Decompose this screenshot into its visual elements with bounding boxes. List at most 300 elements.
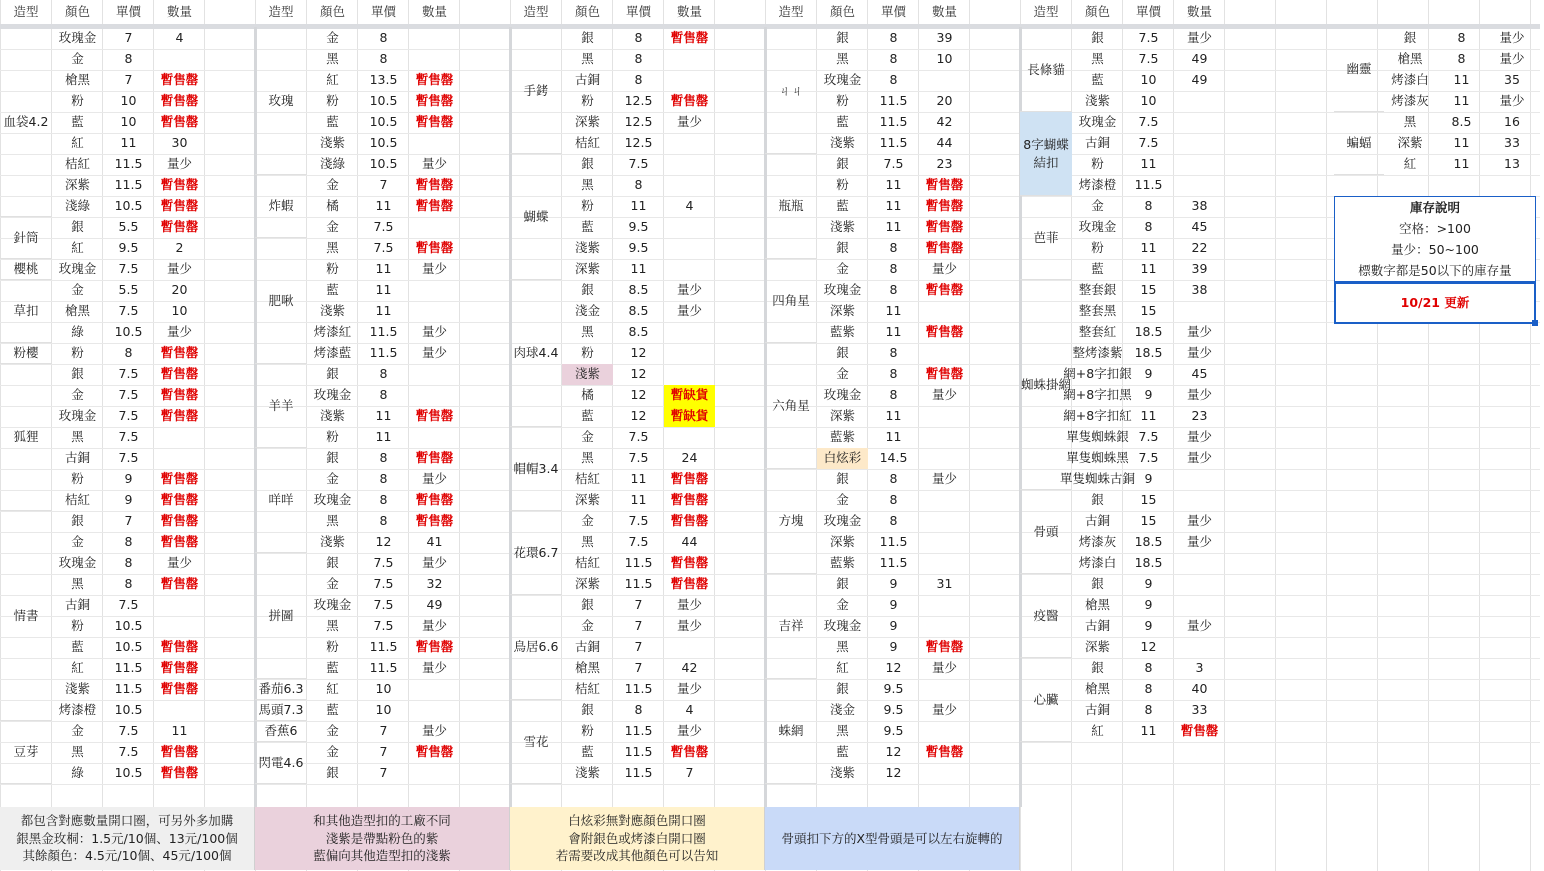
- price-cell[interactable]: 8.5: [1451, 114, 1472, 130]
- style-name-cell[interactable]: 花環6.7: [510, 511, 562, 595]
- style-name-cell[interactable]: 櫻桃: [0, 259, 52, 280]
- style-name-cell[interactable]: 長條貓: [1020, 28, 1072, 112]
- color-cell[interactable]: 銀: [326, 450, 339, 466]
- color-cell[interactable]: 金: [71, 282, 84, 298]
- column-header[interactable]: 顏色: [64, 3, 90, 19]
- price-cell[interactable]: 9: [1144, 576, 1153, 592]
- color-cell[interactable]: 深紫: [574, 492, 600, 508]
- price-cell[interactable]: 7.5: [373, 555, 394, 571]
- color-cell[interactable]: 藍: [1091, 261, 1104, 277]
- price-cell[interactable]: 10.5: [114, 639, 143, 655]
- qty-cell[interactable]: 暫售罄: [925, 198, 964, 214]
- price-cell[interactable]: 9: [124, 471, 133, 487]
- color-cell[interactable]: 淺紫: [574, 240, 600, 256]
- color-cell[interactable]: 金: [326, 744, 339, 760]
- column-header[interactable]: 數量: [421, 3, 447, 19]
- qty-cell[interactable]: 2: [175, 240, 184, 256]
- qty-cell[interactable]: 量少: [1186, 450, 1212, 466]
- qty-cell[interactable]: 暫售罄: [670, 513, 709, 529]
- qty-cell[interactable]: 35: [1504, 72, 1520, 88]
- qty-cell[interactable]: 量少: [421, 156, 447, 172]
- color-cell[interactable]: 古銅: [1084, 135, 1110, 151]
- price-cell[interactable]: 8: [889, 471, 898, 487]
- color-cell[interactable]: 淺紫: [829, 765, 855, 781]
- price-cell[interactable]: 7: [634, 618, 643, 634]
- column-header[interactable]: 造型: [1033, 3, 1059, 19]
- color-cell[interactable]: 槍黑: [1397, 51, 1423, 67]
- color-cell[interactable]: 銀: [1091, 492, 1104, 508]
- price-cell[interactable]: 8.5: [628, 324, 649, 340]
- price-cell[interactable]: 10.5: [114, 702, 143, 718]
- qty-cell[interactable]: 量少: [1499, 93, 1525, 109]
- color-cell[interactable]: 烤漆白: [1391, 72, 1429, 88]
- price-cell[interactable]: 12: [630, 366, 647, 382]
- qty-cell[interactable]: [154, 49, 205, 70]
- style-name-cell[interactable]: 心臟: [1020, 658, 1072, 742]
- qty-cell[interactable]: 暫售罄: [1180, 723, 1219, 739]
- color-cell[interactable]: 銀: [836, 240, 849, 256]
- qty-cell[interactable]: [919, 427, 970, 448]
- qty-cell[interactable]: [154, 616, 205, 637]
- qty-cell[interactable]: 38: [1191, 198, 1208, 214]
- price-cell[interactable]: 7.5: [1138, 51, 1159, 67]
- qty-cell[interactable]: [1174, 574, 1225, 595]
- price-cell[interactable]: 11.5: [114, 681, 143, 697]
- qty-cell[interactable]: 暫售罄: [160, 681, 199, 697]
- price-cell[interactable]: 8.5: [628, 303, 649, 319]
- price-cell[interactable]: 8: [1144, 681, 1153, 697]
- color-cell[interactable]: 藍: [326, 114, 339, 130]
- price-cell[interactable]: 8: [889, 513, 898, 529]
- color-cell[interactable]: 烤漆紅: [313, 324, 352, 340]
- qty-cell[interactable]: 暫售罄: [160, 471, 199, 487]
- price-cell[interactable]: 8: [124, 51, 133, 67]
- price-cell[interactable]: 9.5: [883, 702, 904, 718]
- color-cell[interactable]: 藍: [581, 219, 594, 235]
- price-cell[interactable]: 7.5: [883, 156, 904, 172]
- color-cell[interactable]: 桔紅: [574, 471, 600, 487]
- qty-cell[interactable]: 10: [936, 51, 953, 67]
- style-name-cell[interactable]: 手銬: [510, 28, 562, 154]
- price-cell[interactable]: 7.5: [373, 618, 394, 634]
- qty-cell[interactable]: 量少: [676, 681, 702, 697]
- price-cell[interactable]: 8: [889, 387, 898, 403]
- color-cell[interactable]: 整套黑: [1078, 303, 1117, 319]
- style-name-cell[interactable]: 蝙蝠: [1334, 112, 1384, 175]
- color-cell[interactable]: 古銅: [574, 72, 600, 88]
- color-cell[interactable]: 白炫彩: [817, 448, 868, 469]
- color-cell[interactable]: 烤漆橙: [1078, 177, 1117, 193]
- color-cell[interactable]: 藍: [836, 744, 849, 760]
- qty-cell[interactable]: 暫售罄: [160, 366, 199, 382]
- price-cell[interactable]: 11.5: [369, 660, 398, 676]
- color-cell[interactable]: 整套紅: [1078, 324, 1117, 340]
- color-cell[interactable]: 銀: [326, 765, 339, 781]
- price-cell[interactable]: 7.5: [628, 429, 649, 445]
- qty-cell[interactable]: [664, 238, 715, 259]
- color-cell[interactable]: 黑: [581, 534, 594, 550]
- price-cell[interactable]: 8: [1144, 198, 1153, 214]
- qty-cell[interactable]: [1174, 469, 1225, 490]
- color-cell[interactable]: 黑: [836, 51, 849, 67]
- qty-cell[interactable]: 量少: [421, 723, 447, 739]
- qty-cell[interactable]: 暫售罄: [415, 513, 454, 529]
- price-cell[interactable]: 8: [124, 534, 133, 550]
- qty-cell[interactable]: 45: [1191, 219, 1208, 235]
- qty-cell[interactable]: 暫售罄: [925, 282, 964, 298]
- color-cell[interactable]: 深紫: [1397, 135, 1423, 151]
- color-cell[interactable]: 黑: [326, 618, 339, 634]
- qty-cell[interactable]: 16: [1504, 114, 1520, 130]
- qty-cell[interactable]: [919, 595, 970, 616]
- qty-cell[interactable]: [1174, 490, 1225, 511]
- price-cell[interactable]: 12: [630, 387, 647, 403]
- qty-cell[interactable]: 暫售罄: [160, 219, 199, 235]
- qty-cell[interactable]: 49: [1191, 72, 1208, 88]
- qty-cell[interactable]: 暫售罄: [925, 639, 964, 655]
- qty-cell[interactable]: [409, 217, 460, 238]
- style-name-cell[interactable]: 肉球4.4: [510, 280, 562, 427]
- color-cell[interactable]: 玫瑰金: [58, 408, 97, 424]
- color-cell[interactable]: 黑: [581, 177, 594, 193]
- qty-cell[interactable]: 20: [171, 282, 188, 298]
- column-header[interactable]: 造型: [778, 3, 804, 19]
- qty-cell[interactable]: 暫售罄: [160, 576, 199, 592]
- color-cell[interactable]: 淺綠: [64, 198, 90, 214]
- color-cell[interactable]: 玫瑰金: [823, 618, 862, 634]
- color-cell[interactable]: 槍黑: [1084, 597, 1110, 613]
- color-cell[interactable]: 銀: [71, 366, 84, 382]
- qty-cell[interactable]: 量少: [421, 324, 447, 340]
- qty-cell[interactable]: 量少: [931, 387, 957, 403]
- qty-cell[interactable]: [1174, 154, 1225, 175]
- price-cell[interactable]: 7.5: [118, 408, 139, 424]
- price-cell[interactable]: 12: [885, 765, 902, 781]
- qty-cell[interactable]: 42: [681, 660, 698, 676]
- price-cell[interactable]: 11.5: [624, 681, 653, 697]
- qty-cell[interactable]: 暫缺貨: [664, 406, 715, 427]
- price-cell[interactable]: 7.5: [373, 597, 394, 613]
- color-cell[interactable]: 槍黑: [574, 660, 600, 676]
- qty-cell[interactable]: 23: [936, 156, 953, 172]
- price-cell[interactable]: 10.5: [114, 765, 143, 781]
- column-header[interactable]: 數量: [166, 3, 192, 19]
- price-cell[interactable]: 11: [1140, 240, 1157, 256]
- color-cell[interactable]: 單隻蜘蛛古銅: [1060, 471, 1136, 487]
- price-cell[interactable]: 18.5: [1134, 555, 1163, 571]
- price-cell[interactable]: 7.5: [118, 261, 139, 277]
- color-cell[interactable]: 淺紫: [829, 219, 855, 235]
- qty-cell[interactable]: 暫售罄: [415, 198, 454, 214]
- column-header[interactable]: 造型: [268, 3, 294, 19]
- price-cell[interactable]: 10.5: [114, 198, 143, 214]
- price-cell[interactable]: 7: [634, 660, 643, 676]
- style-name-cell[interactable]: 閃電4.6: [255, 742, 307, 784]
- color-cell[interactable]: 古銅: [64, 597, 90, 613]
- color-cell[interactable]: 黑: [71, 429, 84, 445]
- qty-cell[interactable]: 暫售罄: [160, 513, 199, 529]
- color-cell[interactable]: 玫瑰金: [58, 30, 97, 46]
- color-cell[interactable]: 單隻蜘蛛黑: [1066, 450, 1129, 466]
- price-cell[interactable]: 8: [889, 492, 898, 508]
- qty-cell[interactable]: 暫售罄: [670, 30, 709, 46]
- color-cell[interactable]: 烤漆白: [1078, 555, 1117, 571]
- style-name-cell[interactable]: 炸蝦: [255, 175, 307, 238]
- color-cell[interactable]: 銀: [1091, 30, 1104, 46]
- color-cell[interactable]: 銀: [581, 597, 594, 613]
- color-cell[interactable]: 藍: [836, 198, 849, 214]
- style-name-cell[interactable]: 蜘蛛掛網: [1020, 280, 1072, 490]
- price-cell[interactable]: 9: [889, 597, 898, 613]
- qty-cell[interactable]: 暫售罄: [160, 534, 199, 550]
- color-cell[interactable]: 黑: [581, 51, 594, 67]
- qty-cell[interactable]: [409, 280, 460, 301]
- color-cell[interactable]: 深紫: [1084, 639, 1110, 655]
- qty-cell[interactable]: 量少: [1186, 534, 1212, 550]
- qty-cell[interactable]: 39: [1191, 261, 1208, 277]
- price-cell[interactable]: 11: [885, 303, 902, 319]
- price-cell[interactable]: 11: [375, 408, 392, 424]
- color-cell[interactable]: 淺綠: [319, 156, 345, 172]
- color-cell[interactable]: 銀: [836, 576, 849, 592]
- price-cell[interactable]: 8: [889, 240, 898, 256]
- column-header[interactable]: 造型: [523, 3, 549, 19]
- color-cell[interactable]: 粉: [1091, 156, 1104, 172]
- price-cell[interactable]: 7.5: [1138, 450, 1159, 466]
- qty-cell[interactable]: 暫售罄: [925, 744, 964, 760]
- color-cell[interactable]: 古銅: [1084, 618, 1110, 634]
- color-cell[interactable]: 粉: [326, 639, 339, 655]
- price-cell[interactable]: 8: [124, 345, 133, 361]
- qty-cell[interactable]: 暫售罄: [670, 492, 709, 508]
- style-name-cell[interactable]: 草扣: [0, 280, 52, 343]
- price-cell[interactable]: 12.5: [624, 114, 653, 130]
- price-cell[interactable]: 8: [379, 366, 388, 382]
- color-cell[interactable]: 淺紫: [64, 681, 90, 697]
- color-cell[interactable]: 金: [581, 429, 594, 445]
- style-name-cell[interactable]: 雪花: [510, 700, 562, 784]
- price-cell[interactable]: 10: [120, 93, 137, 109]
- qty-cell[interactable]: 量少: [166, 555, 192, 571]
- color-cell[interactable]: 玫瑰金: [823, 282, 862, 298]
- column-header[interactable]: 數量: [676, 3, 702, 19]
- price-cell[interactable]: 11: [1453, 93, 1470, 109]
- color-cell[interactable]: 紅: [71, 135, 84, 151]
- style-name-cell[interactable]: 鳥居6.6: [510, 595, 562, 700]
- qty-cell[interactable]: 量少: [931, 702, 957, 718]
- price-cell[interactable]: 7.5: [1138, 429, 1159, 445]
- price-cell[interactable]: 11: [120, 135, 137, 151]
- color-cell[interactable]: 粉: [326, 429, 339, 445]
- qty-cell[interactable]: 暫缺貨: [664, 385, 715, 406]
- qty-cell[interactable]: 暫售罄: [160, 177, 199, 193]
- color-cell[interactable]: 粉: [836, 177, 849, 193]
- price-cell[interactable]: 8: [889, 51, 898, 67]
- qty-cell[interactable]: 暫售罄: [670, 744, 709, 760]
- price-cell[interactable]: 7.5: [118, 744, 139, 760]
- color-cell[interactable]: 古銅: [1084, 702, 1110, 718]
- qty-cell[interactable]: [664, 133, 715, 154]
- qty-cell[interactable]: [664, 259, 715, 280]
- color-cell[interactable]: 銀: [581, 156, 594, 172]
- price-cell[interactable]: 11.5: [879, 135, 908, 151]
- color-cell[interactable]: 粉: [326, 261, 339, 277]
- qty-cell[interactable]: 量少: [421, 261, 447, 277]
- color-cell[interactable]: 粉: [71, 471, 84, 487]
- color-cell[interactable]: 桔紅: [64, 492, 90, 508]
- qty-cell[interactable]: 23: [1191, 408, 1208, 424]
- qty-cell[interactable]: 暫售罄: [160, 114, 199, 130]
- qty-cell[interactable]: [919, 406, 970, 427]
- qty-cell[interactable]: 暫售罄: [160, 639, 199, 655]
- price-cell[interactable]: 11: [630, 198, 647, 214]
- qty-cell[interactable]: [919, 511, 970, 532]
- qty-cell[interactable]: 量少: [1186, 429, 1212, 445]
- color-cell[interactable]: 深紫: [574, 576, 600, 592]
- qty-cell[interactable]: 量少: [676, 597, 702, 613]
- price-cell[interactable]: 11.5: [114, 156, 143, 172]
- price-cell[interactable]: 11: [885, 177, 902, 193]
- column-header[interactable]: 數量: [1186, 3, 1212, 19]
- color-cell[interactable]: 桔紅: [574, 555, 600, 571]
- qty-cell[interactable]: 暫售罄: [925, 324, 964, 340]
- qty-cell[interactable]: 44: [681, 534, 698, 550]
- price-cell[interactable]: 8: [379, 513, 388, 529]
- qty-cell[interactable]: 暫售罄: [415, 639, 454, 655]
- qty-cell[interactable]: [664, 427, 715, 448]
- color-cell[interactable]: 粉: [581, 93, 594, 109]
- price-cell[interactable]: 11: [885, 198, 902, 214]
- qty-cell[interactable]: 量少: [421, 345, 447, 361]
- qty-cell[interactable]: 暫售罄: [415, 450, 454, 466]
- color-cell[interactable]: 銀: [836, 681, 849, 697]
- color-cell[interactable]: 粉: [326, 93, 339, 109]
- price-cell[interactable]: 12.5: [624, 135, 653, 151]
- color-cell[interactable]: 藍紫: [829, 324, 855, 340]
- qty-cell[interactable]: [409, 700, 460, 721]
- column-header[interactable]: 顏色: [829, 3, 855, 19]
- price-cell[interactable]: 7.5: [628, 450, 649, 466]
- color-cell[interactable]: 銀: [71, 513, 84, 529]
- price-cell[interactable]: 14.5: [879, 450, 908, 466]
- price-cell[interactable]: 7: [124, 72, 133, 88]
- style-name-cell[interactable]: 狐狸: [0, 364, 52, 511]
- price-cell[interactable]: 11: [885, 429, 902, 445]
- qty-cell[interactable]: 暫售罄: [670, 471, 709, 487]
- price-cell[interactable]: 11: [1453, 156, 1470, 172]
- qty-cell[interactable]: 暫售罄: [925, 177, 964, 193]
- price-cell[interactable]: 12: [630, 345, 647, 361]
- qty-cell[interactable]: 13: [1504, 156, 1520, 172]
- color-cell[interactable]: 銀: [836, 471, 849, 487]
- price-cell[interactable]: 10.5: [369, 135, 398, 151]
- color-cell[interactable]: 古銅: [574, 639, 600, 655]
- qty-cell[interactable]: 暫售罄: [415, 114, 454, 130]
- price-cell[interactable]: 7.5: [118, 723, 139, 739]
- qty-cell[interactable]: [1174, 553, 1225, 574]
- qty-cell[interactable]: [664, 175, 715, 196]
- color-cell[interactable]: 紅: [1091, 723, 1104, 739]
- style-name-cell[interactable]: 咩咩: [255, 448, 307, 553]
- price-cell[interactable]: 9.5: [628, 219, 649, 235]
- qty-cell[interactable]: 暫售罄: [160, 387, 199, 403]
- color-cell[interactable]: 粉: [71, 93, 84, 109]
- price-cell[interactable]: 7: [634, 597, 643, 613]
- price-cell[interactable]: 8: [1457, 30, 1466, 46]
- color-cell[interactable]: 黑: [581, 450, 594, 466]
- color-cell[interactable]: 金: [326, 723, 339, 739]
- color-cell[interactable]: 紅: [326, 72, 339, 88]
- price-cell[interactable]: 7.5: [118, 366, 139, 382]
- qty-cell[interactable]: 量少: [1186, 618, 1212, 634]
- price-cell[interactable]: 10: [375, 681, 392, 697]
- qty-cell[interactable]: [919, 490, 970, 511]
- price-cell[interactable]: 11: [630, 261, 647, 277]
- qty-cell[interactable]: 量少: [421, 555, 447, 571]
- price-cell[interactable]: 7: [124, 513, 133, 529]
- qty-cell[interactable]: 量少: [676, 114, 702, 130]
- price-cell[interactable]: 7.5: [373, 219, 394, 235]
- price-cell[interactable]: 11: [885, 219, 902, 235]
- price-cell[interactable]: 7.5: [1138, 114, 1159, 130]
- price-cell[interactable]: 11: [1140, 408, 1157, 424]
- price-cell[interactable]: 8: [889, 72, 898, 88]
- price-cell[interactable]: 9: [1144, 387, 1153, 403]
- style-name-cell[interactable]: 方塊: [765, 469, 817, 574]
- color-cell[interactable]: 粉: [71, 618, 84, 634]
- color-cell[interactable]: 藍: [326, 660, 339, 676]
- column-header[interactable]: 單價: [370, 3, 396, 19]
- price-cell[interactable]: 11: [375, 303, 392, 319]
- qty-cell[interactable]: 暫售罄: [160, 744, 199, 760]
- price-cell[interactable]: 7.5: [1138, 30, 1159, 46]
- price-cell[interactable]: 11.5: [369, 345, 398, 361]
- style-name-cell[interactable]: 蝴蝶: [510, 154, 562, 280]
- qty-cell[interactable]: 暫售罄: [160, 660, 199, 676]
- price-cell[interactable]: 11: [885, 324, 902, 340]
- price-cell[interactable]: 9.5: [628, 240, 649, 256]
- color-cell[interactable]: 深紫: [829, 534, 855, 550]
- color-cell[interactable]: 銀: [836, 156, 849, 172]
- color-cell[interactable]: 藍: [581, 408, 594, 424]
- color-cell[interactable]: 玫瑰金: [823, 72, 862, 88]
- color-cell[interactable]: 粉: [836, 93, 849, 109]
- color-cell[interactable]: 淺紫: [1084, 93, 1110, 109]
- qty-cell[interactable]: [664, 70, 715, 91]
- price-cell[interactable]: 12: [630, 408, 647, 424]
- column-header[interactable]: 顏色: [1084, 3, 1110, 19]
- price-cell[interactable]: 8: [889, 261, 898, 277]
- qty-cell[interactable]: 量少: [166, 261, 192, 277]
- color-cell[interactable]: 淺紫: [319, 534, 345, 550]
- qty-cell[interactable]: 暫售罄: [415, 72, 454, 88]
- price-cell[interactable]: 7: [124, 30, 133, 46]
- style-name-cell[interactable]: 六角星: [765, 343, 817, 469]
- color-cell[interactable]: 黑: [1403, 114, 1417, 130]
- qty-cell[interactable]: [919, 616, 970, 637]
- price-cell[interactable]: 11: [375, 429, 392, 445]
- price-cell[interactable]: 8: [1144, 660, 1153, 676]
- color-cell[interactable]: 淺紫: [574, 765, 600, 781]
- color-cell[interactable]: 深紫: [574, 114, 600, 130]
- column-header[interactable]: 單價: [880, 3, 906, 19]
- qty-cell[interactable]: 24: [681, 450, 698, 466]
- price-cell[interactable]: 12: [375, 534, 392, 550]
- qty-cell[interactable]: 44: [936, 135, 953, 151]
- qty-cell[interactable]: 暫售罄: [160, 408, 199, 424]
- color-cell[interactable]: 古銅: [64, 450, 90, 466]
- qty-cell[interactable]: 暫售罄: [415, 744, 454, 760]
